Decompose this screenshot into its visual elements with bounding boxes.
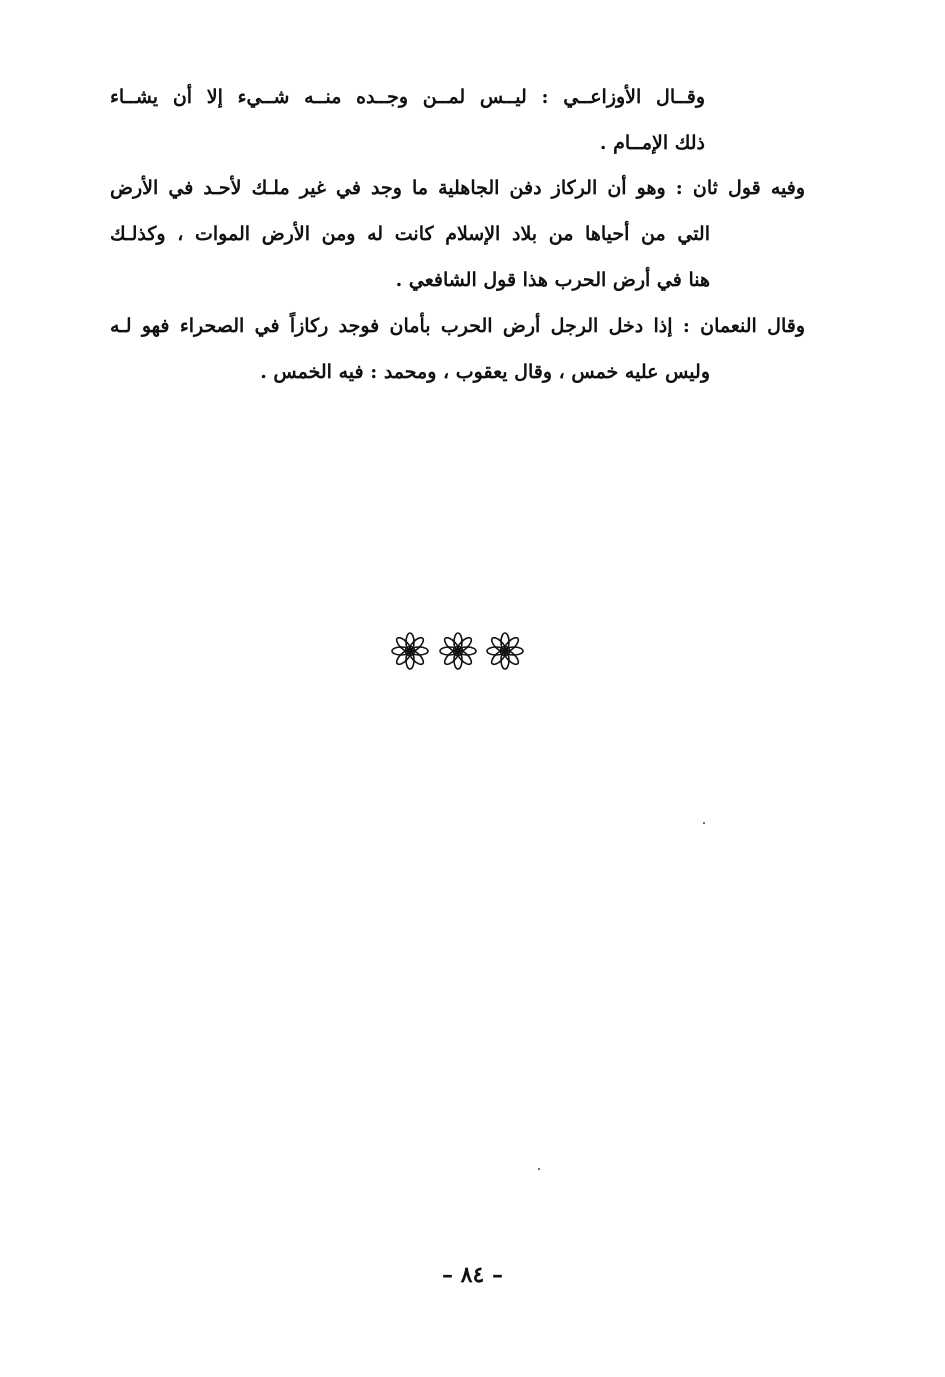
paragraph-awzai-opinion bbox=[105, 74, 705, 166]
flower-ornament-icon bbox=[485, 631, 525, 671]
text-line: وقــال الأوزاعــي : ليــس لمــن وجــده منــه شــيء إلا أن يشــاء bbox=[110, 86, 705, 108]
section-ornament bbox=[390, 630, 525, 672]
text-line: ذلك الإمــام . bbox=[599, 132, 705, 154]
flower-ornament-icon bbox=[390, 631, 430, 671]
paragraph-second-opinion bbox=[105, 165, 805, 303]
scan-speck bbox=[703, 822, 705, 824]
scan-speck bbox=[538, 1168, 540, 1170]
page-number: – ٨٤ – bbox=[442, 1262, 503, 1288]
text-line: هنا في أرض الحرب هذا قول الشافعي . bbox=[395, 269, 710, 291]
text-line: التي من أحياها من بلاد الإسلام كانت له ومن الأرض الموات ، وكذلـك bbox=[110, 223, 710, 245]
text-line: وقال النعمان : إذا دخل الرجل أرض الحرب بأمان فوجد ركازاً في الصحراء فهو لـه bbox=[110, 315, 805, 337]
text-line: وفيه قول ثان : وهو أن الركاز دفن الجاهلية ما وجد في غير ملـك لأحـد في الأرض bbox=[110, 177, 805, 199]
flower-ornament-icon bbox=[438, 631, 478, 671]
paragraph-numan-opinion bbox=[105, 303, 805, 395]
text-line: وليس عليه خمس ، وقال يعقوب ، ومحمد : فيه الخمس . bbox=[260, 361, 710, 383]
